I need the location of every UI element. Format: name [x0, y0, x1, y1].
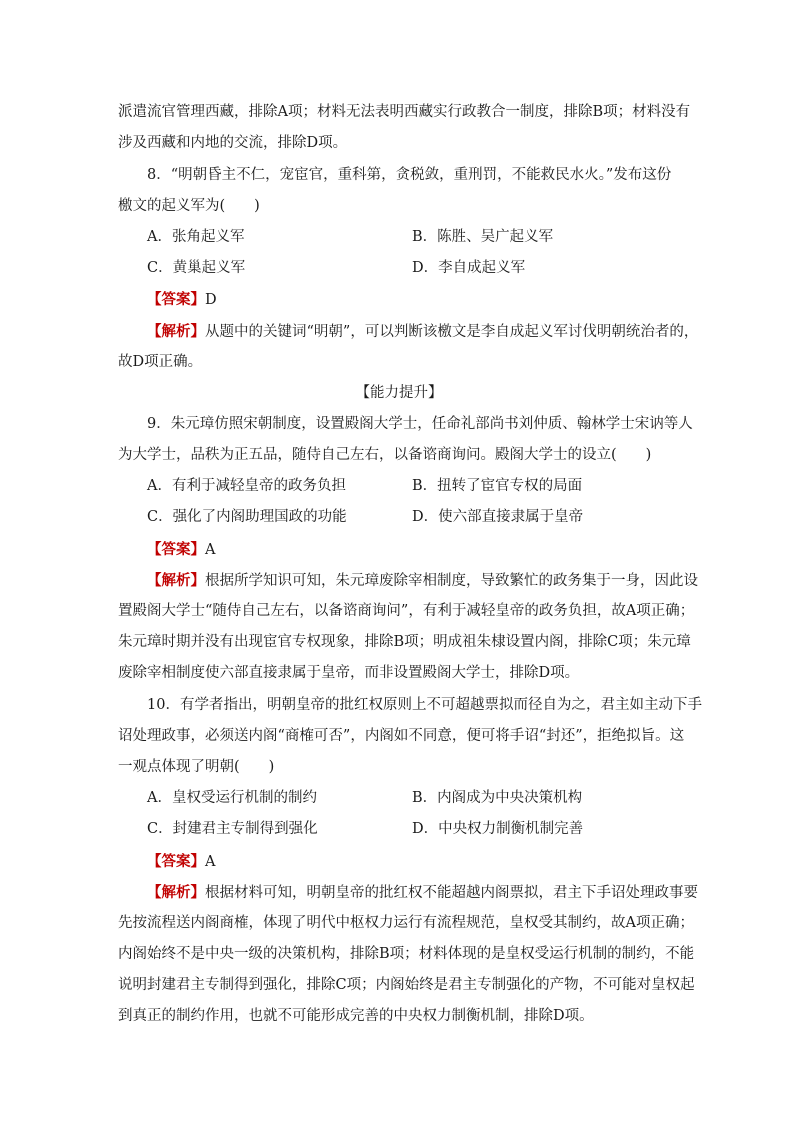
- analysis-label: 【解析】: [147, 884, 205, 901]
- q10-option-c: C．封建君主专制得到强化: [147, 821, 318, 837]
- answer-value: A: [205, 854, 216, 870]
- q8-option-c: C．黄巢起义军: [147, 260, 246, 276]
- answer-label: 【答案】: [147, 853, 205, 870]
- q10-analysis-line-5: 到真正的制约作用，也就不可能形成完善的中央权力制衡机制，排除D项。: [118, 1008, 594, 1024]
- q10-analysis-line-3: 内阁始终不是中央一级的决策机构，排除B项；材料体现的是皇权受运行机制的制约，不能: [118, 946, 695, 962]
- q9-option-b: B．扭转了宦官专权的局面: [412, 478, 583, 494]
- q9-stem-line-1: 9．朱元璋仿照宋朝制度，设置殿阁大学士，任命礼部尚书刘仲质、翰林学士宋讷等人: [147, 416, 693, 432]
- q8-option-a: A．张角起义军: [147, 229, 245, 245]
- q9-answer: [147, 534, 680, 565]
- analysis-label: 【解析】: [147, 572, 205, 589]
- analysis-label: 【解析】: [147, 323, 205, 340]
- q10-analysis-line-1: [147, 877, 698, 908]
- q10-analysis-line-2: 先按流程送内阁商榷，体现了明代中枢权力运行有流程规范，皇权受其制约，故A项正确；: [118, 915, 694, 931]
- analysis-text: 根据材料可知，明朝皇帝的批红权不能超越内阁票拟，君主下手诏处理政事要: [205, 885, 698, 901]
- q9-stem-line-2: 为大学士，品秩为正五品，随侍自己左右，以备谘商询问。殿阁大学士的设立( ): [118, 447, 652, 463]
- q10-stem-line-2: 诏处理政事，必须送内阁“商榷可否”，内阁如不同意，便可将手诏“封还”，拒绝拟旨。这: [118, 728, 685, 744]
- answer-label: 【答案】: [147, 541, 205, 558]
- q9-analysis-line-1: [147, 565, 698, 596]
- q8-answer: [147, 284, 680, 315]
- q9-analysis-line-2: 置殿阁大学士“随侍自己左右，以备谘商询问”，有利于减轻皇帝的政务负担，故A项正确；: [118, 603, 695, 619]
- q10-option-d: D．中央权力制衡机制完善: [412, 821, 584, 837]
- answer-value: D: [205, 292, 217, 308]
- section-heading: 【能力提升】: [355, 385, 443, 401]
- q8-stem-line-1: 8．“明朝昏主不仁，宠宦官，重科第，贪税敛，重刑罚，不能救民水火。”发布这份: [147, 167, 672, 183]
- intro-line-1: 派遣流官管理西藏，排除A项；材料无法表明西藏实行政教合一制度，排除B项；材料没有: [118, 104, 691, 120]
- q8-stem-line-2: 檄文的起义军为( ): [118, 198, 260, 214]
- q8-option-d: D．李自成起义军: [412, 260, 526, 276]
- q8-analysis-line-2: 故D项正确。: [118, 354, 203, 370]
- analysis-text: 从题中的关键词“明朝”，可以判断该檄文是李自成起义军讨伐明朝统治者的，: [205, 324, 699, 340]
- q8-option-b: B．陈胜、吴广起义军: [412, 229, 554, 245]
- q8-analysis-line-1: [147, 316, 699, 347]
- q9-analysis-line-3: 朱元璋时期并没有出现宦官专权现象，排除B项；明成祖朱棣设置内阁，排除C项；朱元璋: [118, 634, 691, 650]
- q10-stem-line-1: 10．有学者指出，明朝皇帝的批红权原则上不可超越票拟而径自为之，君主如主动下手: [147, 697, 702, 713]
- q10-option-a: A．皇权受运行机制的制约: [147, 790, 317, 806]
- q10-answer: [147, 846, 680, 877]
- analysis-text: 根据所学知识可知，朱元璋废除宰相制度，导致繁忙的政务集于一身，因此设: [205, 573, 698, 589]
- q9-option-a: A．有利于减轻皇帝的政务负担: [147, 478, 346, 494]
- q9-option-c: C．强化了内阁助理国政的功能: [147, 509, 347, 525]
- q10-stem-line-3: 一观点体现了明朝( ): [118, 759, 275, 775]
- intro-line-2: 涉及西藏和内地的交流，排除D项。: [118, 135, 348, 151]
- answer-value: A: [205, 542, 216, 558]
- q9-option-d: D．使六部直接隶属于皇帝: [412, 509, 584, 525]
- answer-label: 【答案】: [147, 291, 205, 308]
- q9-analysis-line-4: 废除宰相制度使六部直接隶属于皇帝，而非设置殿阁大学士，排除D项。: [118, 665, 580, 681]
- q10-option-b: B．内阁成为中央决策机构: [412, 790, 583, 806]
- q10-analysis-line-4: 说明封建君主专制得到强化，排除C项；内阁始终是君主专制强化的产物，不可能对皇权起: [118, 977, 695, 993]
